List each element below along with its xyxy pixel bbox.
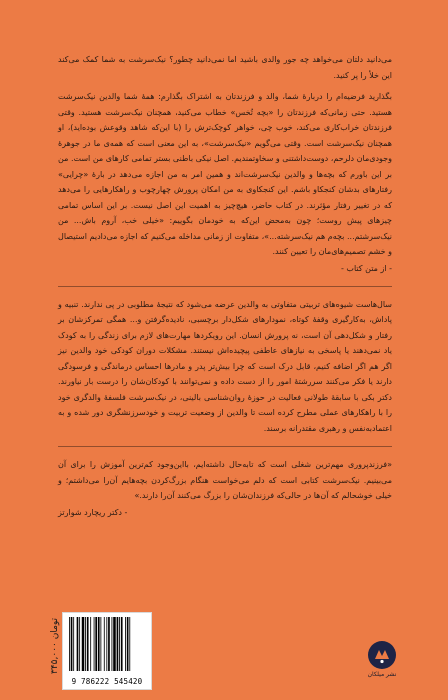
- endorsement-quote: «فرزندپروری مهم‌ترین شغلی است که تابه‌حال داشته‌ایم، بااین‌وجود کم‌ترین آموزش را برای آن می‌بینیم. نیک‌سرشت کتابی است که دلم می‌خواست هنگام بزرگ‌کردن بچه‌هایم آن‌را می‌داشتم؛ و خیلی خوشحالم که آن‌ها در حالی‌که فرزندان‌شان را بزرگ می‌کنند آن‌را دارند.»: [58, 460, 392, 500]
- publisher-logo: [362, 640, 402, 688]
- divider-bottom: [58, 446, 392, 447]
- excerpt-source: - از متن کتاب -: [340, 263, 392, 273]
- intro-paragraph: می‌دانید دلتان می‌خواهد چه جور والدی باشید اما نمی‌دانید چطور؟ نیک‌سرشت به شما کمک می‌کند این خلأ را پر کنید.: [58, 55, 392, 80]
- divider-top: [58, 286, 392, 287]
- endorsement-signature: [58, 505, 392, 521]
- publisher-name: نشر میلکان: [367, 671, 397, 678]
- book-excerpt: بگذارید فرضیه‌ام را دربارهٔ شما، والد و فرزندتان به اشتراک بگذارم: همهٔ شما والدین نیک‌سرشت هستید. حتی زمانی‌که فرزندتان را «بچه تُخس» خطاب می‌کنید، همچنان نیک‌سرشت هستید. وقتی فرزندتان خراب‌کاری می‌کند، خوب چی، خواهر کوچک‌ترش را (با این‌که شاهد وقوعش بوده‌اید)، او همچنان نیک‌سرشت است. وقتی می‌گویم «نیک‌سرشت»، به این معنی است که همه‌ی ما در جوهرهٔ وجودی‌مان دلرحم، دوست‌داشتنی و سخاوتمندیم. اصل نیکی باطنی بستر تمامی کارهای من است. من بر این باورم که بچه‌ها و والدین نیک‌سرشت‌اند و همین امر به من اجازه می‌دهد در بارهٔ «چرایی» رفتارهای بدشان کنجکاو باشم. این کنجکاوی به من امکان پرورش چهارچوب و راهکارهایی را می‌دهد که در تغییر رفتار مؤثرند. در کتاب حاضر، هیچ‌چیز به اهمیت این اصل نیست. بر این اساس تمامی چیزهای پیش روست؛ چون به‌محض این‌که به خودمان بگوییم: «خیلی خب، آروم باش... من نیک‌سرشتم... بچه‌م هم نیک‌سرشته...»، متفاوت از زمانی مداخله می‌کنیم که اجازه می‌دادیم استیصال و خشم تصمیم‌های‌مان را تعیین کنند.: [58, 92, 392, 256]
- cover-text: [58, 52, 392, 520]
- publisher-logo-icon: [367, 640, 397, 670]
- book-description: سال‌هاست شیوه‌های تربیتی متفاوتی به والدین عرضه می‌شود که نتیجهٔ مطلوبی در پی ندارند. تنبیه و پاداش، به‌کارگیری وقفهٔ کوتاه، نمودارهای شکل‌دار برچسبی، نادیده‌گرفتن و... همگی تمرکزشان بر رفتار و شکل‌دهی آن است، نه پرورش انسان. این رویکردها مهارت‌های لازم برای زندگی را به کودک یاد نمی‌دهند یا پاسخی به نیازهای عاطفی پیچیده‌اش نیستند. مشکلات دوران کودکی خود والدین نیز اگر هم اگر اضافه کنیم، قابل درک است که چرا بیش‌تر پدر و مادرها احساس درماندگی و فرسودگی دارند یا فکر می‌کنند سررشتهٔ امور را از دست داده و نمی‌توانند با کودکان‌شان را درست بار نیاورند. دکتر بکی با سابقهٔ طولانی فعالیت در حوزهٔ روان‌شناسی بالینی، در نیک‌سرشت فلسفهٔ والدگری خود را با راهکارهای عملی مطرح کرده است تا والدین از وضعیت تربیت و خودسرزنشگری دور شده و به اعتمادبه‌نفس و رهبری مقتدرانه برسند.: [58, 299, 392, 433]
- endorsement-author: - دکتر ریچارد شوارتز: [58, 507, 128, 517]
- isbn-barcode: [62, 612, 152, 690]
- isbn-number: 9 786222 545420: [71, 677, 143, 686]
- barcode-icon: [67, 617, 147, 673]
- price-label: ۳۴۵,۰۰۰ تومان: [50, 617, 60, 675]
